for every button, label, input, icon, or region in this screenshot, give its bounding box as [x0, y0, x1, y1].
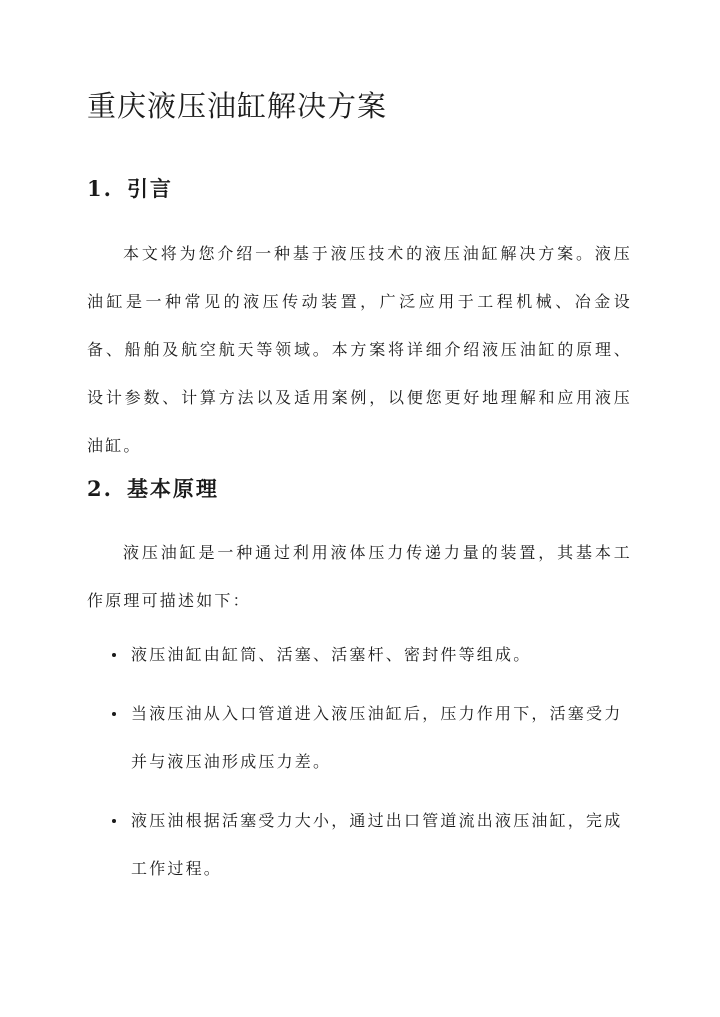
section-title: 引言	[126, 176, 173, 201]
list-item	[100, 690, 632, 786]
list-item-text: 液压油缸由缸筒、活塞、活塞杆、密封件等组成。	[131, 645, 532, 664]
list-item-text: 液压油根据活塞受力大小，通过出口管道流出液压油缸，完成工作过程。	[131, 811, 623, 878]
bullet-icon	[112, 819, 116, 823]
page-title: 重庆液压油缸解决方案	[87, 89, 388, 123]
section-number: 2.	[87, 476, 113, 501]
list-item	[100, 797, 632, 893]
list-item-text: 当液压油从入口管道进入液压油缸后，压力作用下，活塞受力并与液压油形成压力差。	[131, 704, 623, 771]
section-heading-introduction	[87, 174, 173, 204]
introduction-paragraph: 本文将为您介绍一种基于液压技术的液压油缸解决方案。液压油缸是一种常见的液压传动装置，广泛应用于工程机械、冶金设备、船舶及航空航天等领域。本方案将详细介绍液压油缸的原理、设计参数、计算方法以及适用案例，以便您更好地理解和应用液压油缸。	[87, 244, 632, 455]
list-item	[100, 631, 632, 679]
bullet-icon	[112, 653, 116, 657]
bullet-icon	[112, 712, 116, 716]
section-heading-basic-principle	[87, 474, 219, 504]
principle-bullet-list	[100, 631, 632, 904]
section-title: 基本原理	[126, 476, 219, 501]
section-number: 1.	[87, 176, 113, 201]
principle-paragraph: 液压油缸是一种通过利用液体压力传递力量的装置，其基本工作原理可描述如下：	[87, 543, 632, 610]
